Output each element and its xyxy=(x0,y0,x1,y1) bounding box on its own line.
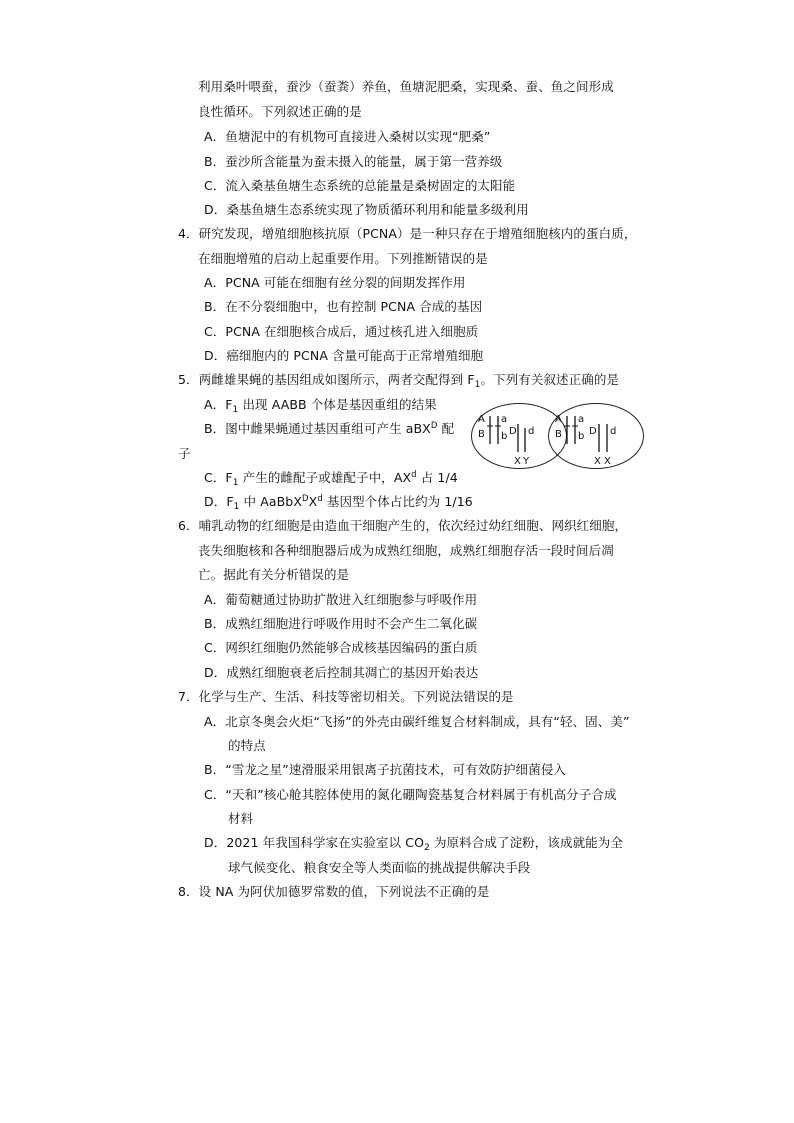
q4-option-d: D．癌细胞内的 PCNA 含量可能高于正常增殖细胞 xyxy=(204,348,484,363)
q5-b-superscript: D xyxy=(430,421,438,431)
q7-option-a-line-1: A．北京冬奥会火炬“飞扬”的外壳由碳纤维复合材料制成，具有“轻、固、美” xyxy=(204,714,630,729)
q7-option-d-line-1 xyxy=(204,835,623,851)
q7-option-c-line-1: C．“天和”核心舱其腔体使用的氮化硼陶瓷基复合材料属于有机高分子合成 xyxy=(204,787,617,802)
q5-d-superscript-2: d xyxy=(317,494,323,504)
q5-c-subscript: 1 xyxy=(232,478,239,488)
q5-option-d xyxy=(204,494,473,510)
q6-stem-line-1: 6．哺乳动物的红细胞是由造血干细胞产生的，依次经过幼红细胞、网织红细胞， xyxy=(178,518,628,533)
q4-stem-line-1: 4．研究发现，增殖细胞核抗原（PCNA）是一种只存在于增殖细胞核内的蛋白质， xyxy=(178,226,637,241)
male-gene-B: B xyxy=(478,429,485,440)
q3-option-d: D．桑基鱼塘生态系统实现了物质循环利用和能量多级利用 xyxy=(204,202,529,217)
q5-c-superscript: d xyxy=(411,470,417,480)
q5-stem-text: 5．两雌雄果蝇的基因组成如图所示，两者交配得到 F xyxy=(178,372,475,387)
q7-d-subscript: 2 xyxy=(424,843,430,853)
q7-option-b: B．“雪龙之星”速滑服采用银离子抗菌技术，可有效防护细菌侵入 xyxy=(204,762,567,777)
male-gene-d: d xyxy=(528,426,535,437)
q5-stem xyxy=(178,372,619,388)
q7-option-a-line-2: 的特点 xyxy=(228,738,266,753)
q5-a-subscript: 1 xyxy=(232,405,239,415)
q3-option-b: B．蚕沙所含能量为蚕未摄入的能量，属于第一营养级 xyxy=(204,154,503,169)
female-chromosome-svg xyxy=(549,404,645,470)
q3-stem-line-2: 良性循环。下列叙述正确的是 xyxy=(198,104,362,119)
q6-option-a: A．葡萄糖通过协助扩散进入红细胞参与呼吸作用 xyxy=(204,592,478,607)
q5-c-text: C．F xyxy=(204,470,233,485)
q5-d-text-mid: 中 AaBbX xyxy=(239,494,302,509)
male-label-Y: Y xyxy=(523,456,530,467)
q5-d-superscript-1: D xyxy=(301,494,309,504)
q4-option-a: A．PCNA 可能在细胞有丝分裂的间期发挥作用 xyxy=(204,275,466,290)
q5-stem-text-end: 。下列有关叙述正确的是 xyxy=(480,372,620,387)
q6-stem-line-2: 丧失细胞核和各种细胞器后成为成熟红细胞，成熟红细胞存活一段时间后凋 xyxy=(198,543,614,558)
female-label-X2: X xyxy=(604,456,611,467)
female-gene-A: A xyxy=(555,414,562,425)
q7-stem: 7．化学与生产、生活、科技等密切相关。下列说法错误的是 xyxy=(178,689,514,704)
q4-option-c: C．PCNA 在细胞核合成后，通过核孔进入细胞质 xyxy=(204,324,479,339)
female-gene-B: B xyxy=(555,429,562,440)
q7-option-d-line-2: 球气候变化、粮食安全等人类面临的挑战提供解决手段 xyxy=(228,860,531,875)
female-fruitfly-cell-diagram xyxy=(548,403,644,469)
q5-b-text-end: 配 xyxy=(437,421,455,436)
male-gene-D: D xyxy=(509,426,517,437)
female-gene-D: D xyxy=(589,426,597,437)
q4-option-b: B．在不分裂细胞中，也有控制 PCNA 合成的基因 xyxy=(204,299,483,314)
female-gene-a: a xyxy=(578,414,585,425)
q5-d-text-mid-2: X xyxy=(308,494,318,509)
q6-stem-line-3: 亡。据此有关分析错误的是 xyxy=(198,567,350,582)
q5-a-text-end: 出现 AABB 个体是基因重组的结果 xyxy=(238,397,437,412)
male-label-X: X xyxy=(514,456,521,467)
male-gene-a: a xyxy=(501,414,508,425)
q7-d-text-end: 为原料合成了淀粉，该成就能为全 xyxy=(429,835,623,850)
male-gene-b: b xyxy=(501,431,508,442)
q3-option-a: A．鱼塘泥中的有机物可直接进入桑树以实现“肥桑” xyxy=(204,129,491,144)
q5-stem-subscript: 1 xyxy=(474,380,481,390)
q5-a-text: A．F xyxy=(204,397,233,412)
q5-b-text: B．图中雌果蝇通过基因重组可产生 aBX xyxy=(204,421,431,436)
female-label-X1: X xyxy=(594,456,601,467)
male-gene-A: A xyxy=(478,414,485,425)
female-gene-b: b xyxy=(578,431,585,442)
q7-d-text: D．2021 年我国科学家在实验室以 CO xyxy=(204,835,425,850)
q3-option-c: C．流入桑基鱼塘生态系统的总能量是桑树固定的太阳能 xyxy=(204,178,516,193)
q4-stem-line-2: 在细胞增殖的启动上起重要作用。下列推断错误的是 xyxy=(198,251,488,266)
q5-d-text: D．F xyxy=(204,494,234,509)
female-gene-d: d xyxy=(610,426,617,437)
q7-option-c-line-2: 材料 xyxy=(228,811,254,826)
q8-stem: 8．设 NA 为阿伏加德罗常数的值，下列说法不正确的是 xyxy=(178,884,490,899)
q5-option-a xyxy=(204,397,437,413)
q6-option-d: D．成熟红细胞衰老后控制其凋亡的基因开始表达 xyxy=(204,665,479,680)
q5-option-b xyxy=(204,421,454,437)
q5-option-c xyxy=(204,470,458,486)
q5-c-text-mid: 产生的雌配子或雄配子中，AX xyxy=(238,470,412,485)
q5-c-text-end: 占 1/4 xyxy=(416,470,458,485)
q5-option-b-wrap: 子 xyxy=(178,446,191,461)
q6-option-b: B．成熟红细胞进行呼吸作用时不会产生二氧化碳 xyxy=(204,616,478,631)
q3-stem-line-1: 利用桑叶喂蚕，蚕沙（蚕粪）养鱼，鱼塘泥肥桑，实现桑、蚕、鱼之间形成 xyxy=(198,79,614,94)
q5-d-subscript: 1 xyxy=(233,502,240,512)
q6-option-c: C．网织红细胞仍然能够合成核基因编码的蛋白质 xyxy=(204,640,478,655)
q5-d-text-end: 基因型个体占比约为 1/16 xyxy=(322,494,473,509)
